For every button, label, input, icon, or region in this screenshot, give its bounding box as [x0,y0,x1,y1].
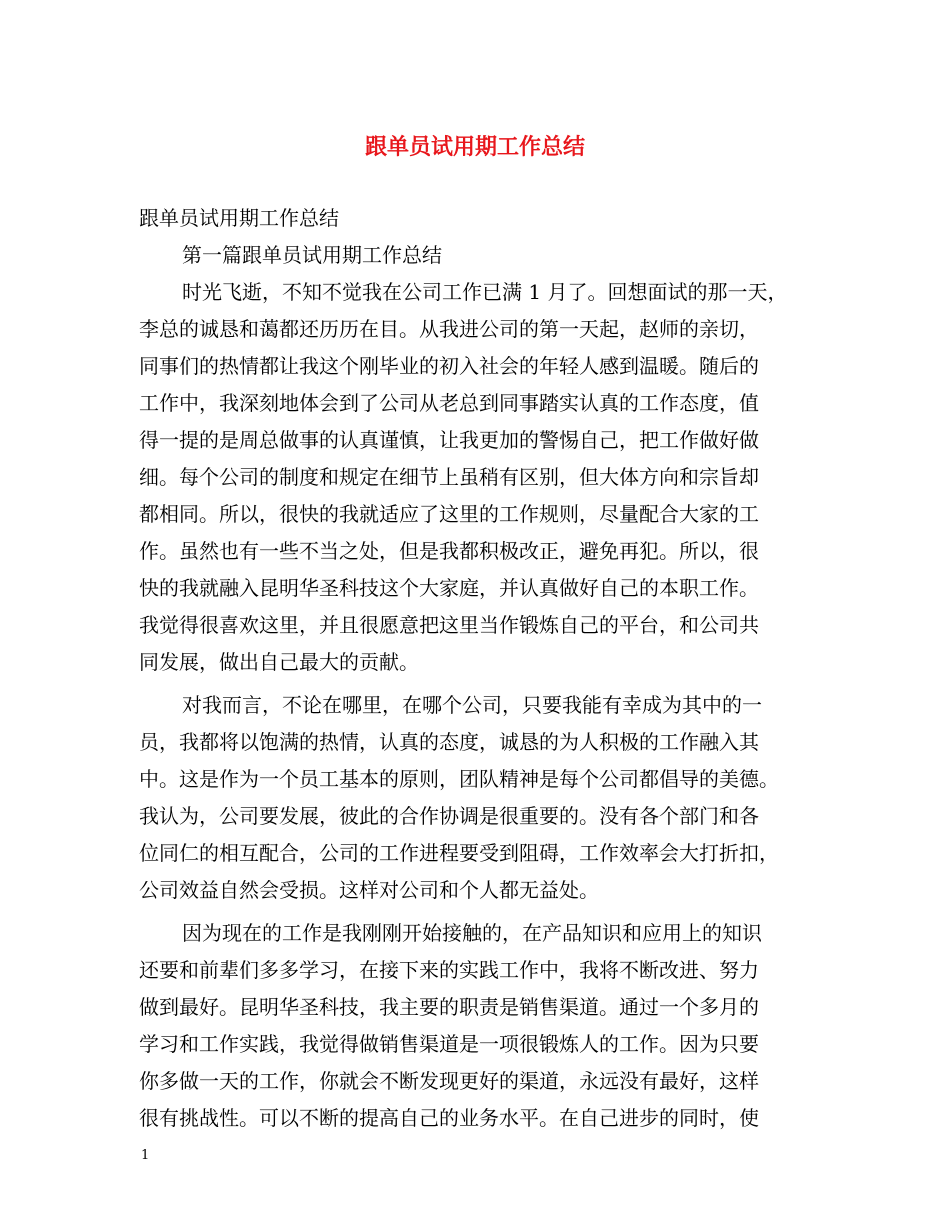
paragraph-line: 公司效益自然会受损。这样对公司和个人都无益处。 [139,878,599,902]
heading-line: 跟单员试用期工作总结 [139,206,339,230]
page-number: 1 [141,1148,150,1163]
paragraph-line: 中。这是作为一个员工基本的原则，团队精神是每个公司都倡导的美德。 [139,767,779,791]
paragraph-line: 做到最好。昆明华圣科技，我主要的职责是销售渠道。通过一个多月的 [139,995,759,1019]
paragraph-line: 我觉得很喜欢这里，并且很愿意把这里当作锻炼自己的平台，和公司共 [139,613,759,637]
paragraph-line: 时光飞逝，不知不觉我在公司工作已满 1 月了。回想面试的那一天， [182,280,788,304]
paragraph-line: 你多做一天的工作，你就会不断发现更好的渠道，永远没有最好，这样 [139,1069,759,1093]
paragraph-line: 很有挑战性。可以不断的提高自己的业务水平。在自己进步的同时，使 [139,1106,759,1130]
paragraph-line: 同事们的热情都让我这个刚毕业的初入社会的年轻人感到温暖。随后的 [139,354,759,378]
document-title: 跟单员试用期工作总结 [364,134,585,160]
paragraph-line: 同发展，做出自己最大的贡献。 [139,650,419,674]
paragraph-1 [139,274,829,681]
paragraph-line: 员，我都将以饱满的热情，认真的态度，诚恳的为人积极的工作融入其 [139,730,759,754]
document-body [139,200,829,1137]
paragraph-3 [139,915,829,1137]
subheading-line: 第一篇跟单员试用期工作总结 [182,243,442,267]
paragraph-line: 工作中，我深刻地体会到了公司从老总到同事踏实认真的工作态度，值 [139,391,759,415]
paragraph-line: 我认为，公司要发展，彼此的合作协调是很重要的。没有各个部门和各 [139,804,759,828]
paragraph-line: 李总的诚恳和蔼都还历历在目。从我进公司的第一天起，赵师的亲切， [139,317,759,341]
paragraph-line: 还要和前辈们多多学习，在接下来的实践工作中，我将不断改进、努力 [139,958,759,982]
paragraph-line: 快的我就融入昆明华圣科技这个大家庭，并认真做好自己的本职工作。 [139,576,759,600]
paragraph-line: 作。虽然也有一些不当之处，但是我都积极改正，避免再犯。所以，很 [139,539,759,563]
paragraph-line: 都相同。所以，很快的我就适应了这里的工作规则，尽量配合大家的工 [139,502,759,526]
paragraph-line: 细。每个公司的制度和规定在细节上虽稍有区别，但大体方向和宗旨却 [139,465,759,489]
paragraph-line: 对我而言，不论在哪里，在哪个公司，只要我能有幸成为其中的一 [182,693,762,717]
paragraph-line: 因为现在的工作是我刚刚开始接触的，在产品知识和应用上的知识 [182,921,762,945]
paragraph-line: 位同仁的相互配合，公司的工作进程要受到阻碍，工作效率会大打折扣， [139,841,779,865]
paragraph-line: 得一提的是周总做事的认真谨慎，让我更加的警惕自己，把工作做好做 [139,428,759,452]
paragraph-line: 学习和工作实践，我觉得做销售渠道是一项很锻炼人的工作。因为只要 [139,1032,759,1056]
paragraph-2 [139,687,829,909]
